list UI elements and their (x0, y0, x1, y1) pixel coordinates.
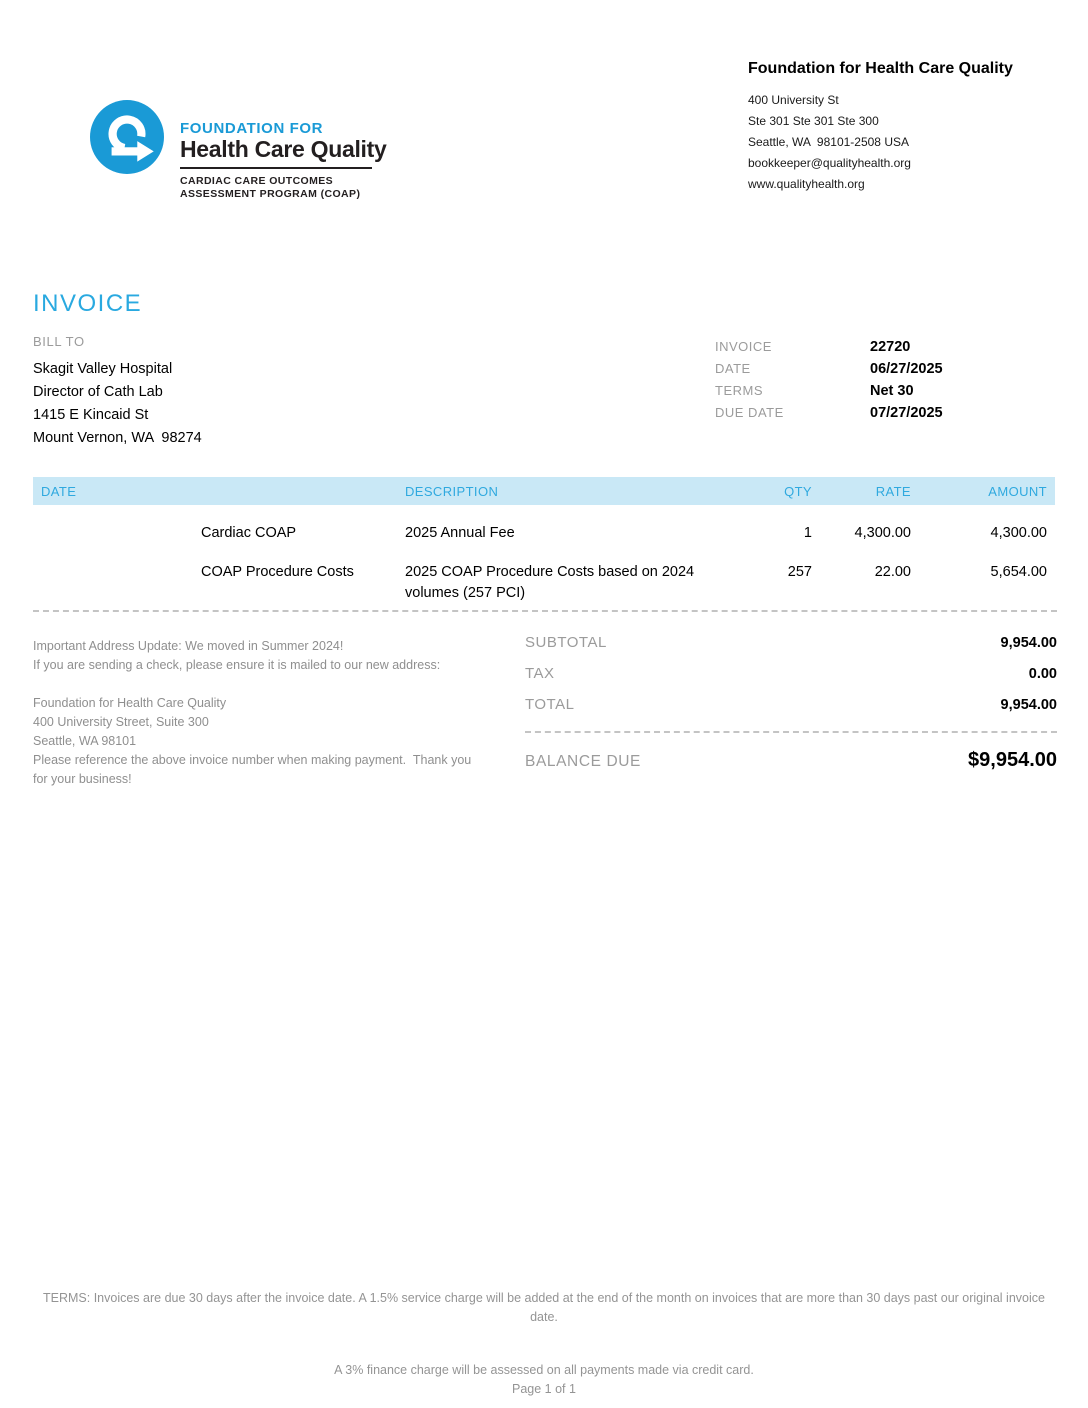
balance-due-value: $9,954.00 (968, 749, 1057, 771)
table-header-row (33, 477, 1055, 505)
invoice-due-date-value: 07/27/2025 (870, 405, 943, 421)
tax-row (525, 665, 1057, 682)
meta-row-due-date (715, 402, 1058, 424)
dashed-divider (525, 731, 1057, 733)
total-value: 9,954.00 (1000, 697, 1057, 713)
bill-to-line: Mount Vernon, WA 98274 (33, 430, 202, 446)
column-header-rate: RATE (875, 483, 911, 499)
footer (40, 1289, 1048, 1396)
company-address-line: Ste 301 Ste 301 Ste 300 (748, 114, 879, 128)
totals-block (525, 634, 1057, 786)
balance-due-label: BALANCE DUE (525, 753, 641, 770)
bill-to-line: Director of Cath Lab (33, 384, 163, 400)
note-line: Seattle, WA 98101 (33, 734, 137, 748)
bill-to-line: Skagit Valley Hospital (33, 361, 173, 377)
logo-sub-line-1: CARDIAC CARE OUTCOMES (180, 175, 334, 187)
bill-to-label: BILL TO (33, 334, 85, 349)
bill-to-block (33, 334, 202, 450)
note-line: 400 University Street, Suite 300 (33, 715, 209, 729)
logo-divider (180, 167, 372, 169)
column-header-date: DATE (41, 483, 77, 499)
table-row (33, 523, 1055, 544)
company-info (748, 60, 1068, 195)
column-header-description: DESCRIPTION (405, 483, 499, 499)
invoice-due-date-label: DUE DATE (715, 405, 784, 420)
note-line (33, 675, 511, 694)
note-line: Please reference the above invoice number when making payment. Thank you (33, 753, 472, 767)
company-email: bookkeeper@qualityhealth.org (748, 156, 911, 170)
meta-row-invoice-number (715, 336, 1058, 358)
line-items-table (33, 477, 1055, 604)
invoice-date-value: 06/27/2025 (870, 361, 943, 377)
balance-due-row (525, 749, 1057, 772)
invoice-meta (715, 336, 1058, 424)
footer-terms-text: TERMS: Invoices are due 30 days after the invoice date. A 1.5% service charge will be added at the end of the month on invoices that are more than 30 days past our original invoice date. (43, 1291, 1045, 1324)
invoice-terms-value: Net 30 (870, 383, 914, 399)
payment-notes (33, 637, 511, 789)
cell-rate: 4,300.00 (854, 525, 911, 541)
subtotal-value: 9,954.00 (1000, 635, 1057, 651)
subtotal-label: SUBTOTAL (525, 634, 607, 651)
cell-activity: COAP Procedure Costs (201, 564, 354, 580)
tax-value: 0.00 (1028, 666, 1057, 682)
meta-row-date (715, 358, 1058, 380)
subtotal-row (525, 634, 1057, 651)
invoice-number-label: INVOICE (715, 339, 772, 354)
cell-qty: 257 (787, 564, 812, 580)
table-row (33, 562, 1055, 604)
column-header-amount: AMOUNT (988, 483, 1047, 499)
cell-description: 2025 Annual Fee (405, 525, 515, 541)
meta-row-terms (715, 380, 1058, 402)
cell-qty: 1 (803, 525, 812, 541)
company-website: www.qualityhealth.org (748, 177, 865, 191)
company-address-line: 400 University St (748, 93, 839, 107)
total-label: TOTAL (525, 696, 575, 713)
cell-amount: 4,300.00 (990, 525, 1047, 541)
note-line: Foundation for Health Care Quality (33, 696, 227, 710)
logo-sub-line-2: ASSESSMENT PROGRAM (COAP) (180, 188, 361, 200)
invoice-number-value: 22720 (870, 339, 911, 355)
coap-logo-icon (90, 100, 164, 174)
footer-credit-text: A 3% finance charge will be assessed on all payments made via credit card. (334, 1363, 754, 1377)
cell-activity: Cardiac COAP (201, 525, 297, 541)
cell-description: 2025 COAP Procedure Costs based on 2024 volumes (257 PCI) (405, 564, 695, 601)
logo-top-line: FOUNDATION FOR (180, 120, 324, 137)
cell-amount: 5,654.00 (990, 564, 1047, 580)
invoice-terms-label: TERMS (715, 383, 763, 398)
dashed-divider (33, 610, 1057, 612)
logo-name-line: Health Care Quality (180, 136, 387, 162)
cell-rate: 22.00 (874, 564, 911, 580)
note-line: for your business! (33, 772, 132, 786)
company-address-line: Seattle, WA 98101-2508 USA (748, 135, 909, 149)
total-row (525, 696, 1057, 713)
bill-to-line: 1415 E Kincaid St (33, 407, 149, 423)
page-number: Page 1 of 1 (512, 1382, 576, 1396)
logo-text (180, 100, 386, 201)
column-header-qty: QTY (784, 483, 812, 499)
page-title: INVOICE (33, 290, 143, 317)
tax-label: TAX (525, 665, 555, 682)
invoice-date-label: DATE (715, 361, 751, 376)
company-logo (90, 100, 386, 201)
note-line: Important Address Update: We moved in Summer 2024! (33, 639, 344, 653)
note-line: If you are sending a check, please ensure it is mailed to our new address: (33, 658, 441, 672)
company-name: Foundation for Health Care Quality (748, 60, 1013, 77)
